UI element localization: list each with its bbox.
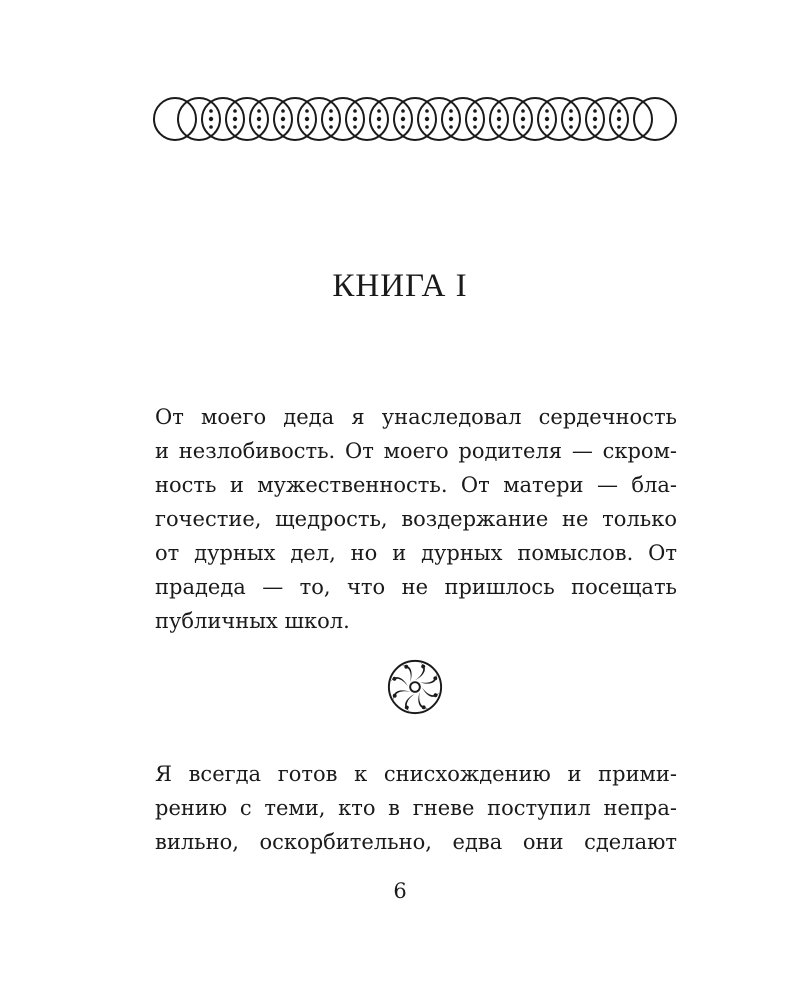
text-line: вильно, оскорбительно, едва они сделают (155, 830, 677, 854)
paragraph-1 (155, 400, 677, 638)
interlocking-rings-ornament-icon (152, 96, 678, 142)
text-line: от дурных дел, но и дурных помыслов. От (155, 541, 677, 565)
text-line: и незлобивость. От моего родителя — скром- (155, 439, 677, 463)
paragraph-2 (155, 757, 677, 859)
text-line: ность и мужественность. От матери — бла- (155, 473, 677, 497)
text-line: гочестие, щедрость, воздержание не только (155, 507, 677, 531)
text-line: рению с теми, кто в гневе поступил непра- (155, 796, 677, 820)
rosette-ornament-icon (386, 658, 444, 716)
page-number: 6 (393, 879, 407, 903)
text-line: прадеда — то, что не пришлось посещать (155, 575, 677, 599)
text-line: публичных школ. (155, 609, 350, 633)
text-line: Я всегда готов к снисхождению и прими- (155, 762, 677, 786)
text-line: От моего деда я унаследовал сердечность (155, 405, 677, 429)
chapter-title: КНИГА I (332, 268, 468, 304)
